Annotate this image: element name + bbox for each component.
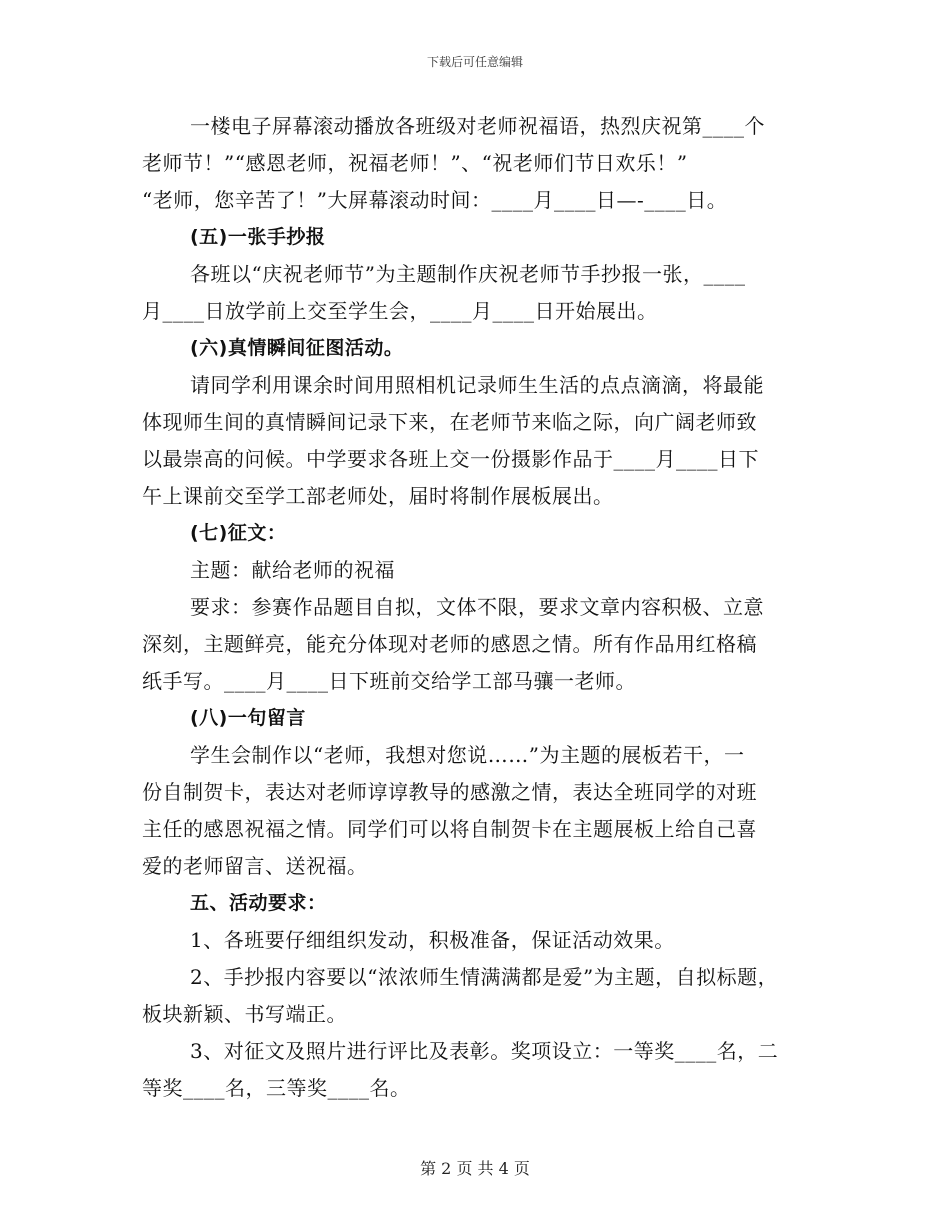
paragraph-line: 份自制贺卡，表达对老师谆谆教导的感激之情，表达全班同学的对班: [142, 780, 757, 804]
paragraph-line: 老师节！”“感恩老师，祝福老师！”、“祝老师们节日欢乐！”: [142, 151, 688, 175]
paragraph-line: 午上课前交至学工部老师处，届时将制作展板展出。: [142, 484, 614, 508]
paragraph-line: 板块新颖、书写端正。: [142, 1002, 347, 1026]
document-body: [142, 108, 832, 1107]
paragraph-line: 要求：参赛作品题目自拟，文体不限，要求文章内容积极、立意: [190, 595, 764, 619]
section-heading: 五、活动要求：: [190, 892, 327, 914]
paragraph-line: 学生会制作以“老师，我想对您说……”为主题的展板若干，一: [190, 743, 745, 767]
page-header: 下载后可任意编辑: [426, 55, 523, 69]
paragraph-line: 一楼电子屏幕滚动播放各班级对老师祝福语，热烈庆祝第____个: [190, 114, 765, 138]
paragraph-line: 等奖____名，三等奖____名。: [142, 1076, 411, 1100]
paragraph-line: 2、手抄报内容要以“浓浓师生情满满都是爱”为主题，自拟标题，: [190, 965, 779, 989]
paragraph-line: 深刻，主题鲜亮，能充分体现对老师的感恩之情。所有作品用红格稿: [142, 632, 757, 656]
section-heading: (六)真情瞬间征图活动。: [190, 337, 404, 359]
page-footer: 第 2 页 共 4 页: [420, 1159, 530, 1178]
paragraph-line: 3、对征文及照片进行评比及表彰。奖项设立：一等奖____名，二: [190, 1039, 779, 1063]
section-heading: (八)一句留言: [190, 707, 306, 729]
paragraph-line: “老师，您辛苦了！”大屏幕滚动时间：____月____日—-____日。: [142, 188, 728, 212]
paragraph-line: 月____日放学前上交至学生会，____月____日开始展出。: [142, 299, 658, 323]
paragraph-line: 请同学利用课余时间用照相机记录师生生活的点点滴滴，将最能: [190, 373, 764, 397]
paragraph-line: 爱的老师留言、送祝福。: [142, 854, 368, 878]
paragraph-line: 各班以“庆祝老师节”为主题制作庆祝老师节手抄报一张，____: [190, 262, 746, 286]
paragraph-line: 纸手写。____月____日下班前交给学工部马骧一老师。: [142, 669, 636, 693]
section-heading: (五)一张手抄报: [190, 226, 326, 248]
paragraph-line: 以最崇高的问候。中学要求各班上交一份摄影作品于____月____日下: [142, 447, 759, 471]
paragraph-line: 主任的感恩祝福之情。同学们可以将自制贺卡在主题展板上给自己喜: [142, 817, 757, 841]
paragraph-line: 体现师生间的真情瞬间记录下来，在老师节来临之际，向广阔老师致: [142, 410, 757, 434]
section-heading: (七)征文：: [190, 522, 287, 544]
paragraph-line: 1、各班要仔细组织发动，积极准备，保证活动效果。: [190, 928, 675, 952]
paragraph-line: 主题：献给老师的祝福: [190, 558, 395, 582]
